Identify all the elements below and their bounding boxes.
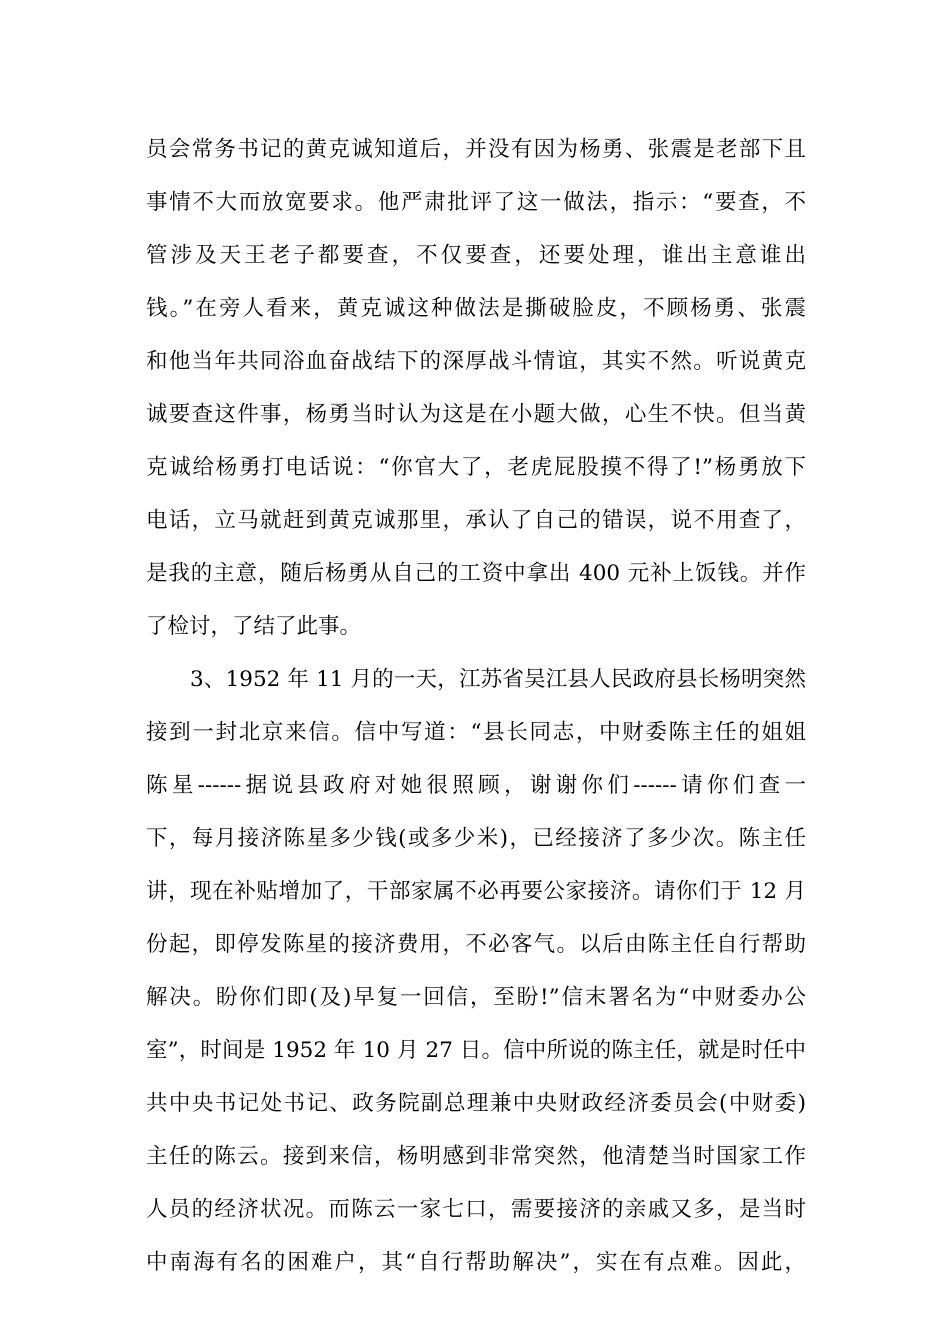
text-line: 3、1952 年 11 月的一天，江苏省吴江县人民政府县长杨明突然	[190, 667, 806, 692]
text-line: 钱。”在旁人看来，黄克诚这种做法是撕破脸皮，不顾杨勇、张震	[146, 296, 806, 321]
text-line: 室”，时间是 1952 年 10 月 27 日。信中所说的陈主任，就是时任中	[146, 1038, 806, 1063]
text-line: 份起，即停发陈星的接济费用，不必客气。以后由陈主任自行帮助	[146, 932, 806, 957]
text-line: 事情不大而放宽要求。他严肃批评了这一做法，指示：“要查，不	[146, 190, 806, 215]
text-line: 员会常务书记的黄克诚知道后，并没有因为杨勇、张震是老部下且	[146, 137, 806, 162]
text-line: 解决。盼你们即(及)早复一回信，至盼!”信末署名为“中财委办公	[146, 985, 806, 1010]
text-line: 人员的经济状况。而陈云一家七口，需要接济的亲戚又多，是当时	[146, 1197, 806, 1222]
text-line: 主任的陈云。接到来信，杨明感到非常突然，他清楚当时国家工作	[146, 1144, 806, 1169]
text-line: 和他当年共同浴血奋战结下的深厚战斗情谊，其实不然。听说黄克	[146, 349, 806, 374]
text-line: 接到一封北京来信。信中写道：“县长同志，中财委陈主任的姐姐	[146, 720, 806, 745]
text-line: 下，每月接济陈星多少钱(或多少米)，已经接济了多少次。陈主任	[146, 826, 806, 851]
text-line: 了检讨，了结了此事。	[146, 614, 362, 639]
text-line: 讲，现在补贴增加了，干部家属不必再要公家接济。请你们于 12 月	[146, 879, 806, 904]
text-line: 电话，立马就赶到黄克诚那里，承认了自己的错误，说不用查了，	[146, 508, 806, 533]
text-line: 诚要查这件事，杨勇当时认为这是在小题大做，心生不快。但当黄	[146, 402, 806, 427]
text-line: 共中央书记处书记、政务院副总理兼中央财政经济委员会(中财委)	[146, 1091, 806, 1116]
text-line: 中南海有名的困难户，其“自行帮助解决”，实在有点难。因此，	[146, 1250, 806, 1275]
text-line: 是我的主意，随后杨勇从自己的工资中拿出 400 元补上饭钱。并作	[146, 561, 806, 586]
text-line: 管涉及天王老子都要查，不仅要查，还要处理，谁出主意谁出	[146, 243, 806, 268]
text-line: 克诚给杨勇打电话说：“你官大了，老虎屁股摸不得了!”杨勇放下	[146, 455, 806, 480]
text-line: 陈星------据说县政府对她很照顾，谢谢你们------请你们查一	[146, 773, 806, 798]
